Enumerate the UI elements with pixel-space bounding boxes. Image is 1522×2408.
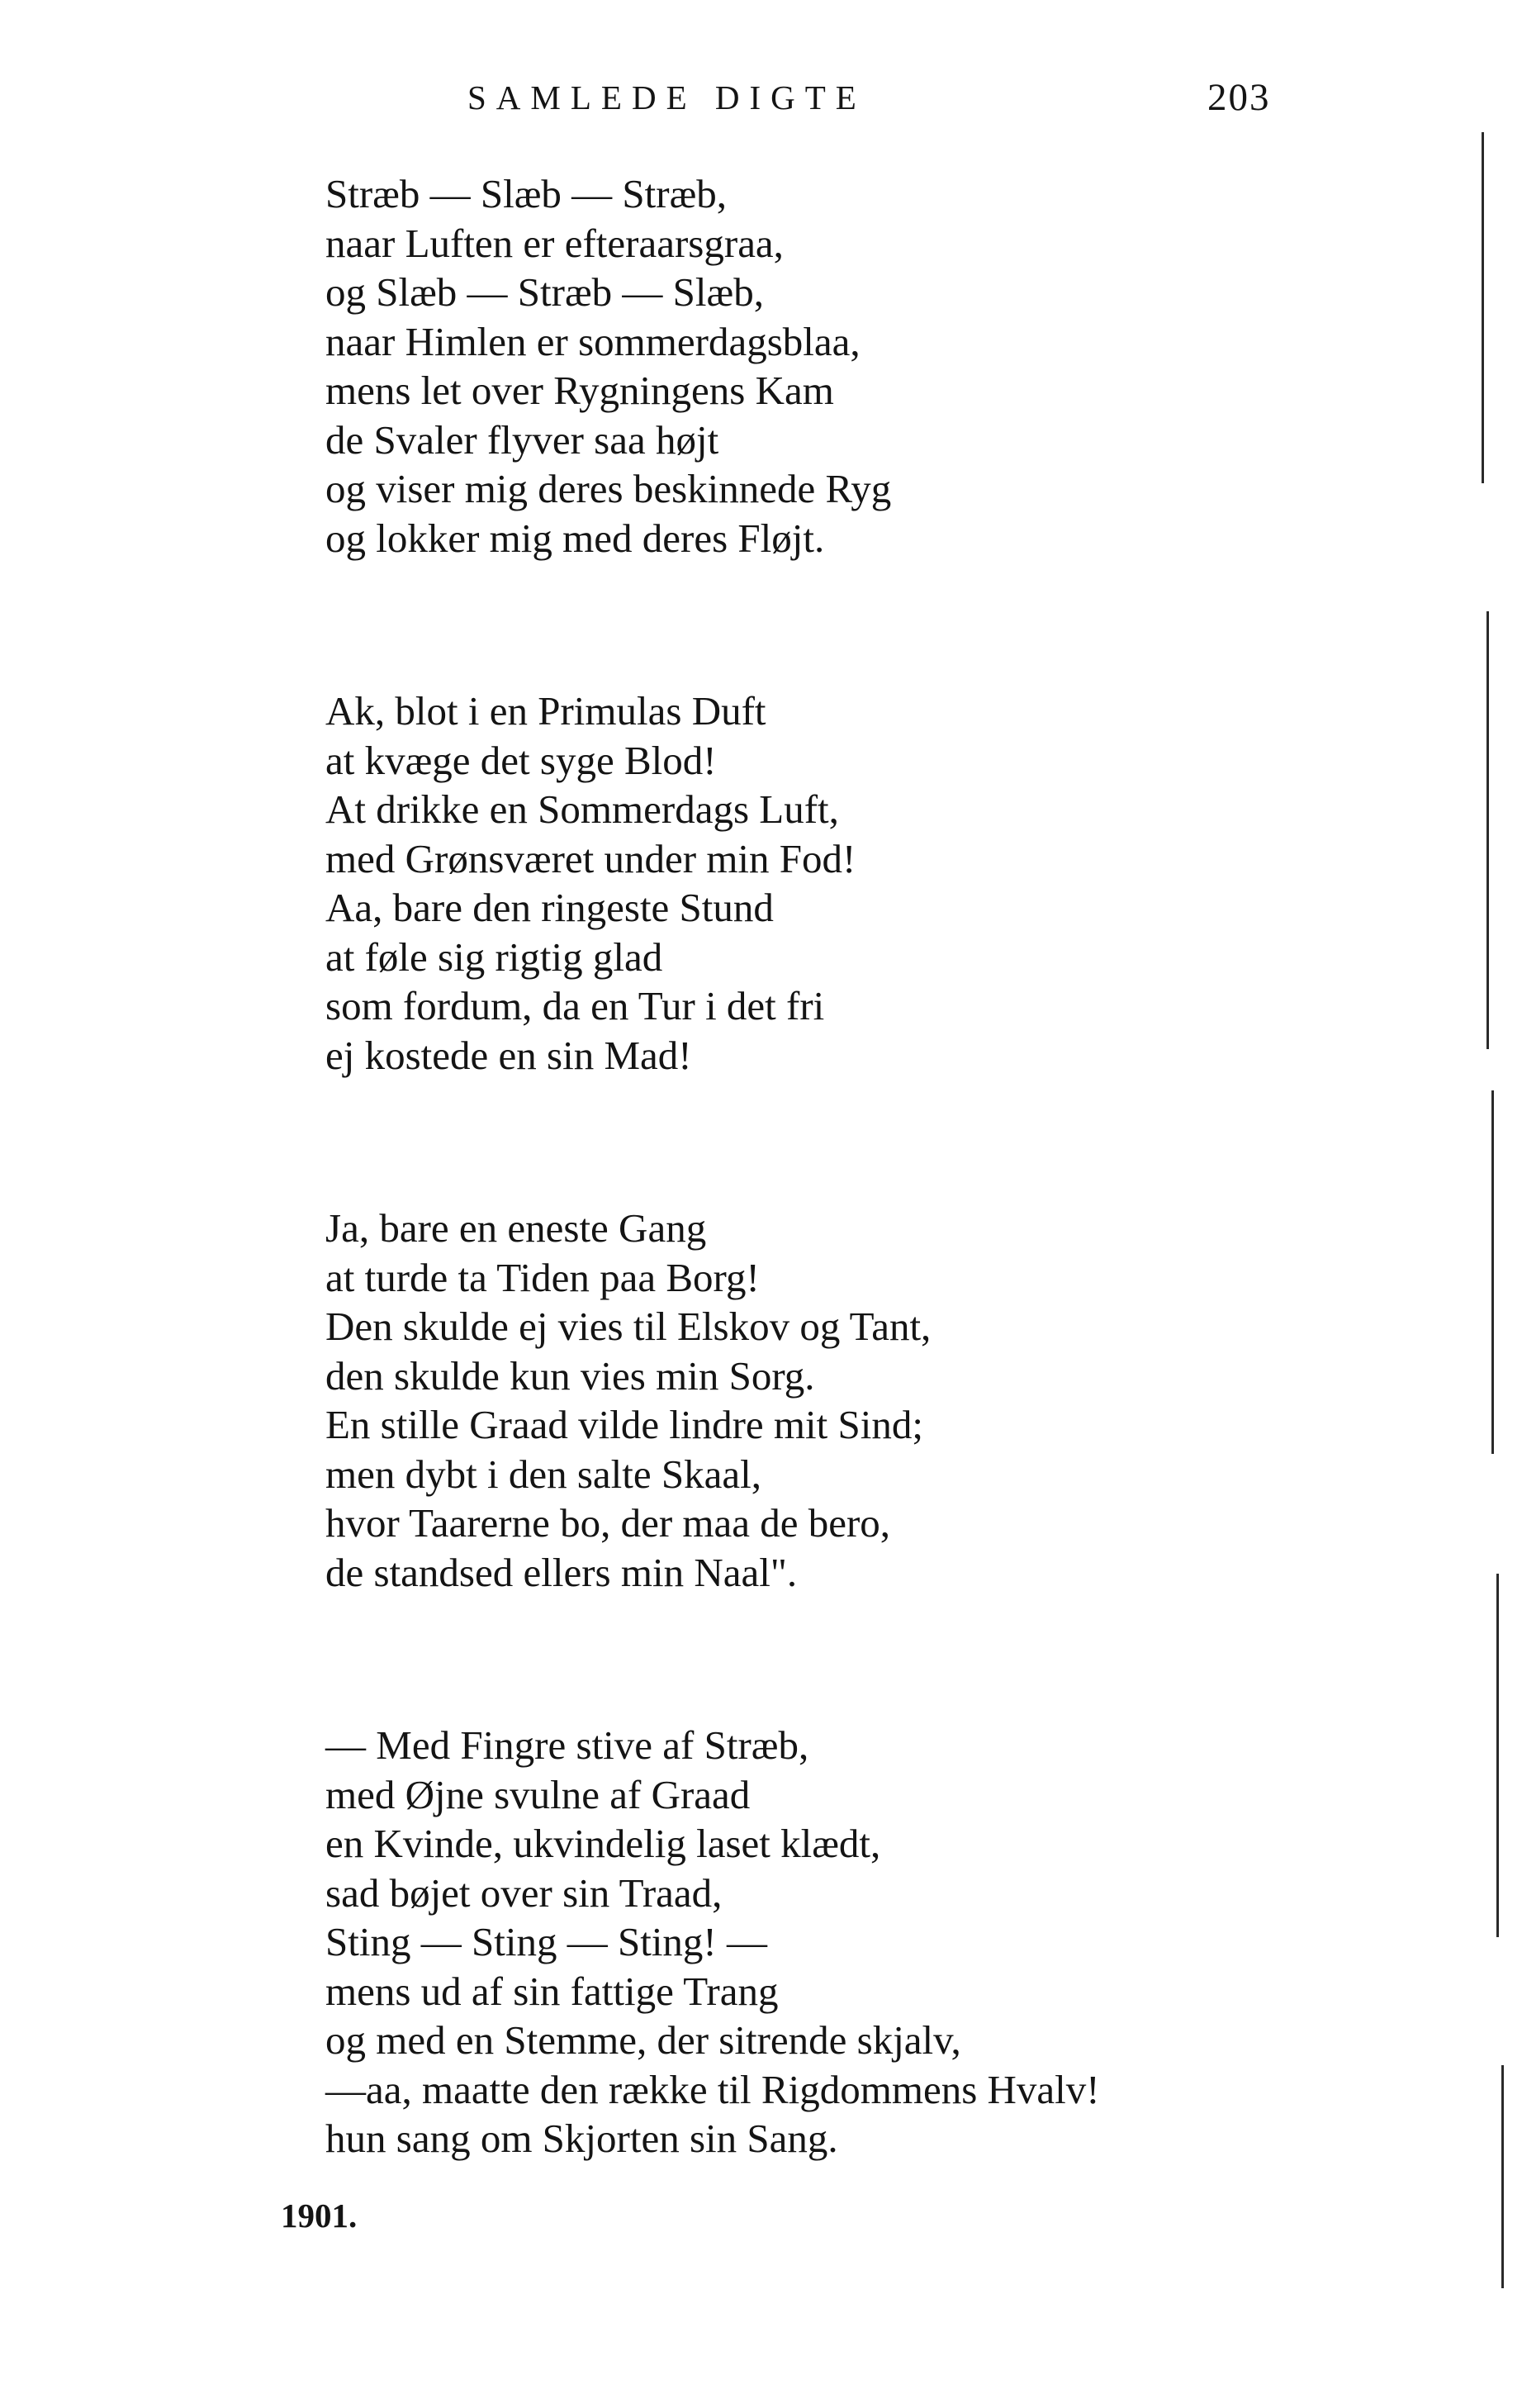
stanza-3 bbox=[325, 1204, 1275, 1597]
verse-line: mens ud af sin fattige Trang bbox=[325, 1968, 779, 2014]
verse-line: som fordum, da en Tur i det fri bbox=[325, 983, 825, 1028]
margin-rule bbox=[1482, 132, 1484, 483]
date-line: 1901. bbox=[281, 2197, 358, 2235]
stanza-4 bbox=[325, 1721, 1275, 2163]
verse-line: naar Himlen er sommerdagsblaa, bbox=[325, 318, 861, 364]
stanza-1 bbox=[325, 169, 1275, 563]
verse-line: At drikke en Sommerdags Luft, bbox=[325, 786, 839, 832]
running-title: SAMLEDE DIGTE bbox=[467, 78, 866, 116]
verse-line: at kvæge det syge Blod! bbox=[325, 737, 717, 783]
stanza-2 bbox=[325, 686, 1275, 1080]
poem bbox=[325, 169, 1275, 2163]
verse-line: og viser mig deres beskinnede Ryg bbox=[325, 466, 892, 511]
verse-line: og Slæb — Stræb — Slæb, bbox=[325, 269, 764, 315]
verse-line: Stræb — Slæb — Stræb, bbox=[325, 171, 728, 216]
verse-line: hvor Taarerne bo, der maa de bero, bbox=[325, 1500, 891, 1546]
verse-line: en Kvinde, ukvindelig laset klædt, bbox=[325, 1821, 881, 1866]
verse-line: at føle sig rigtig glad bbox=[325, 933, 663, 980]
verse-line: og med en Stemme, der sitrende skjalv, bbox=[325, 2017, 961, 2063]
running-head bbox=[0, 73, 1522, 122]
page-number: 203 bbox=[1207, 76, 1271, 119]
verse-line: hun sang om Skjorten sin Sang. bbox=[325, 2116, 838, 2161]
verse-line: — Med Fingre stive af Stræb, bbox=[325, 1722, 809, 1768]
verse-line: Aa, bare den ringeste Stund bbox=[325, 885, 774, 930]
verse-line: den skulde kun vies min Sorg. bbox=[325, 1352, 815, 1399]
verse-line: men dybt i den salte Skaal, bbox=[325, 1451, 761, 1497]
verse-line: Sting — Sting — Sting! — bbox=[325, 1919, 768, 1964]
margin-rule bbox=[1496, 1574, 1499, 1937]
verse-line: og lokker mig med deres Fløjt. bbox=[325, 515, 825, 561]
verse-line: at turde ta Tiden paa Borg! bbox=[325, 1254, 760, 1300]
verse-line: —aa, maatte den række til Rigdommens Hvalv! bbox=[325, 2066, 1100, 2112]
verse-line: Ja, bare en eneste Gang bbox=[325, 1205, 707, 1251]
verse-line: sad bøjet over sin Traad, bbox=[325, 1869, 723, 1916]
margin-rule bbox=[1486, 611, 1489, 1049]
margin-rule bbox=[1501, 2065, 1504, 2288]
verse-line: naar Luften er efteraarsgraa, bbox=[325, 220, 784, 266]
verse-line: Den skulde ej vies til Elskov og Tant, bbox=[325, 1304, 932, 1349]
verse-line: de standsed ellers min Naal". bbox=[325, 1549, 798, 1595]
verse-line: med Grønsværet under min Fod! bbox=[325, 835, 856, 881]
verse-line: ej kostede en sin Mad! bbox=[325, 1032, 692, 1078]
verse-line: mens let over Rygningens Kam bbox=[325, 368, 834, 413]
verse-line: En stille Graad vilde lindre mit Sind; bbox=[325, 1402, 923, 1447]
margin-rule bbox=[1491, 1090, 1494, 1454]
verse-line: de Svaler flyver saa højt bbox=[325, 416, 719, 463]
verse-line: med Øjne svulne af Graad bbox=[325, 1771, 751, 1817]
verse-line: Ak, blot i en Primulas Duft bbox=[325, 688, 766, 734]
